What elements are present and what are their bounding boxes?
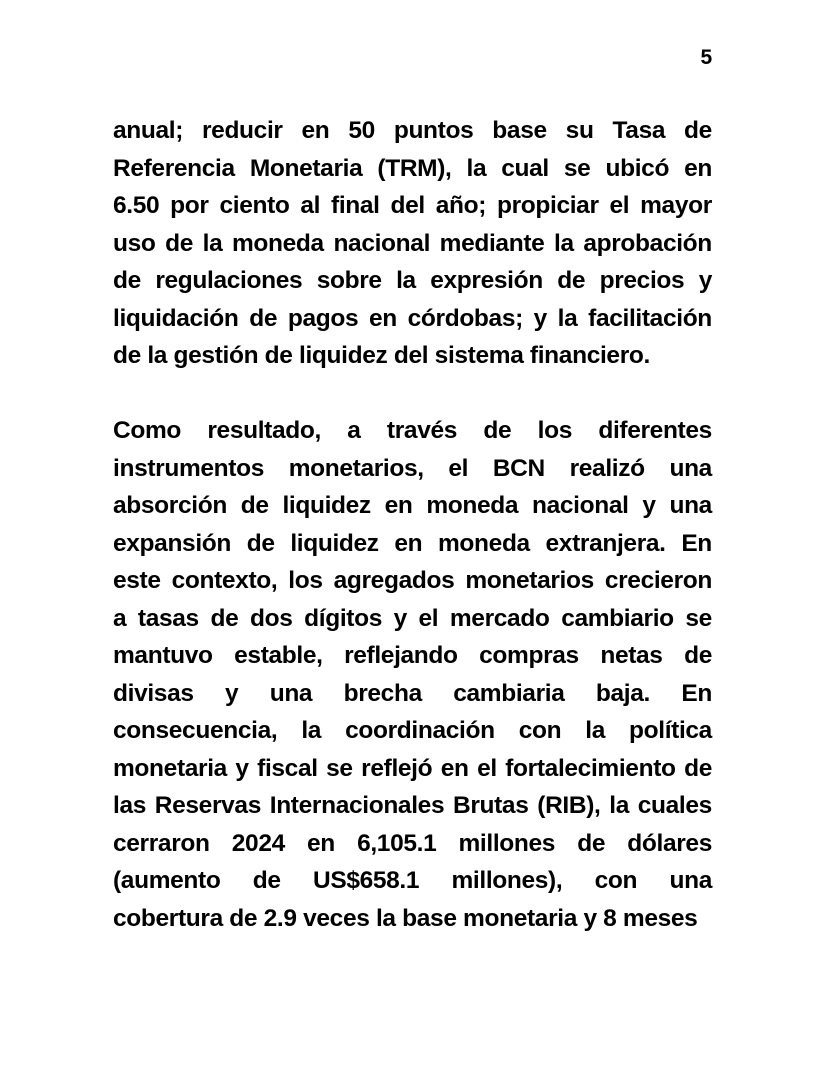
word: y [225, 679, 239, 707]
word: mayor [640, 192, 712, 219]
word: ubicó [605, 154, 670, 182]
word: una [669, 867, 712, 894]
word: en [368, 304, 397, 332]
word: las [113, 792, 147, 819]
word: liquidez [282, 492, 371, 519]
text-line [113, 450, 712, 488]
word: córdobas; [407, 304, 523, 332]
word: ciento [219, 192, 290, 219]
word: de [577, 829, 606, 857]
word: 2024 [231, 829, 285, 857]
word: (RIB), [537, 792, 601, 819]
word: la [554, 229, 574, 257]
text-line [113, 300, 712, 338]
word: 50 [348, 117, 375, 144]
text-line [113, 487, 712, 525]
word: uso [113, 229, 156, 257]
word: mercado [449, 604, 550, 632]
word: en [440, 754, 469, 782]
word: resultado, [207, 417, 321, 444]
word: el [477, 754, 497, 782]
word: una [669, 454, 712, 482]
word: través [386, 417, 458, 444]
word: baja. [595, 679, 650, 707]
word: reducir [201, 117, 283, 144]
word: extranjera. [545, 529, 666, 557]
word: de [113, 267, 141, 294]
word: se [563, 154, 591, 182]
text-line [113, 600, 712, 638]
text-line [113, 225, 712, 263]
word: (aumento [113, 867, 221, 894]
word: tasas [137, 604, 199, 632]
word: cual [501, 154, 549, 182]
word: la [202, 229, 223, 257]
word: fiscal [257, 754, 318, 782]
word: de [210, 604, 239, 632]
word: por [170, 192, 209, 219]
word: en [384, 492, 413, 519]
word: dólares [627, 829, 712, 857]
word: expansión [113, 529, 232, 557]
text-line [113, 262, 712, 300]
word: pagos [287, 304, 359, 332]
word: con [518, 717, 562, 744]
word: consecuencia, [113, 717, 278, 744]
word: en [301, 117, 330, 144]
word: la [557, 304, 578, 332]
word: realizó [569, 454, 645, 482]
word: y [533, 304, 547, 332]
word: BCN [492, 454, 545, 482]
word: y [235, 754, 249, 782]
word: netas [600, 642, 663, 669]
word: estable, [234, 642, 323, 669]
word: precios [599, 267, 685, 294]
word: sobre [316, 267, 382, 294]
word: US$658.1 [312, 867, 420, 894]
word: los [288, 567, 323, 594]
word: de [249, 304, 278, 332]
word: mantuvo [113, 642, 213, 669]
word: Monetaria [249, 154, 363, 182]
word: de [684, 754, 712, 782]
word: Referencia [113, 154, 235, 182]
word: fortalecimiento [505, 754, 676, 782]
word: de [483, 417, 512, 444]
paragraph-1 [113, 112, 712, 375]
word: en [394, 529, 423, 557]
word: moneda [426, 492, 519, 519]
word: Brutas [452, 792, 529, 819]
word: moneda [231, 229, 324, 257]
text-line [113, 825, 712, 863]
word: final [331, 192, 380, 219]
word: el [609, 192, 630, 219]
word: mediante [439, 229, 545, 257]
word: anual; [113, 117, 184, 144]
word: nacional [333, 229, 431, 257]
text-line [113, 150, 712, 188]
word: propiciar [496, 192, 599, 219]
word: crecieron [604, 567, 712, 594]
word: 6.50 [113, 192, 160, 219]
word: liquidación [113, 304, 239, 332]
word: nacional [531, 492, 629, 519]
word: contexto, [171, 567, 278, 594]
word: en [684, 154, 712, 182]
word: se [326, 754, 353, 782]
word: (TRM), [377, 154, 452, 182]
word: y [698, 267, 712, 294]
word: facilitación [588, 304, 712, 332]
word: de [165, 229, 194, 257]
word: una [669, 492, 712, 519]
word: se [685, 604, 712, 632]
text-line [113, 412, 712, 450]
word: absorción [113, 492, 227, 519]
word: base [492, 117, 547, 144]
word: agregados [333, 567, 455, 594]
word: cambiario [561, 604, 674, 632]
word: año; [435, 192, 487, 219]
body-text-column [113, 112, 712, 937]
word: Tasa [612, 117, 666, 144]
word: del [390, 192, 425, 219]
text-line: cobertura de 2.9 veces la base monetaria y 8 meses [113, 904, 698, 932]
word: liquidez [290, 529, 379, 557]
word: y [393, 604, 407, 632]
word: la [301, 717, 322, 744]
word: de [252, 867, 281, 894]
word: dígitos [304, 604, 382, 632]
word: diferentes [598, 417, 712, 444]
page-number: 5 [700, 46, 712, 69]
word: millones [458, 829, 556, 857]
word: a [347, 417, 361, 444]
word: cerraron [113, 829, 210, 857]
word: al [300, 192, 321, 219]
word: con [594, 867, 638, 894]
text-line [113, 862, 712, 900]
word: este [113, 567, 161, 594]
text-line [113, 750, 712, 788]
word: una [269, 679, 313, 707]
word: moneda [438, 529, 530, 557]
word: el [418, 604, 439, 632]
word: divisas [113, 679, 194, 707]
word: aprobación [583, 229, 712, 257]
word: y [642, 492, 656, 519]
word: brecha [343, 679, 422, 707]
word: política [629, 717, 712, 744]
word: monetaria [113, 754, 227, 782]
word: En [681, 679, 712, 707]
word: de [240, 492, 269, 519]
word: 6,105.1 [357, 829, 437, 857]
word: los [537, 417, 572, 444]
text-line [113, 187, 712, 225]
word: en [307, 829, 335, 857]
word: Reservas [154, 792, 261, 819]
word: la [396, 267, 416, 294]
word: En [681, 529, 712, 557]
text-line: de la gestión de liquidez del sistema financiero. [113, 342, 650, 369]
word: coordinación [345, 717, 495, 744]
text-line [113, 712, 712, 750]
text-line [113, 112, 712, 150]
word: de [684, 642, 712, 669]
word: la [466, 154, 487, 182]
word: regulaciones [155, 267, 303, 294]
word: Como [113, 417, 182, 444]
word: de [557, 267, 586, 294]
word: millones), [451, 867, 563, 894]
word: expresión [430, 267, 543, 294]
text-line [113, 787, 712, 825]
text-line [113, 675, 712, 713]
word: monetarios, [288, 454, 424, 482]
word: reflejó [361, 754, 433, 782]
word: de [246, 529, 275, 557]
word: el [448, 454, 469, 482]
word: la [585, 717, 605, 744]
word: cambiaria [453, 679, 565, 707]
word: instrumentos [113, 454, 264, 482]
text-line [113, 637, 712, 675]
word: su [565, 117, 594, 144]
text-line [113, 525, 712, 563]
word: a [113, 604, 127, 632]
word: compras [479, 642, 579, 669]
word: puntos [393, 117, 474, 144]
word: dos [249, 604, 293, 632]
word: la [609, 792, 629, 819]
text-line [113, 562, 712, 600]
word: reflejando [344, 642, 458, 669]
word: cuales [637, 792, 712, 819]
word: de [684, 117, 712, 144]
paragraph-2 [113, 412, 712, 937]
word: monetarios [465, 567, 594, 594]
word: Internacionales [269, 792, 445, 819]
